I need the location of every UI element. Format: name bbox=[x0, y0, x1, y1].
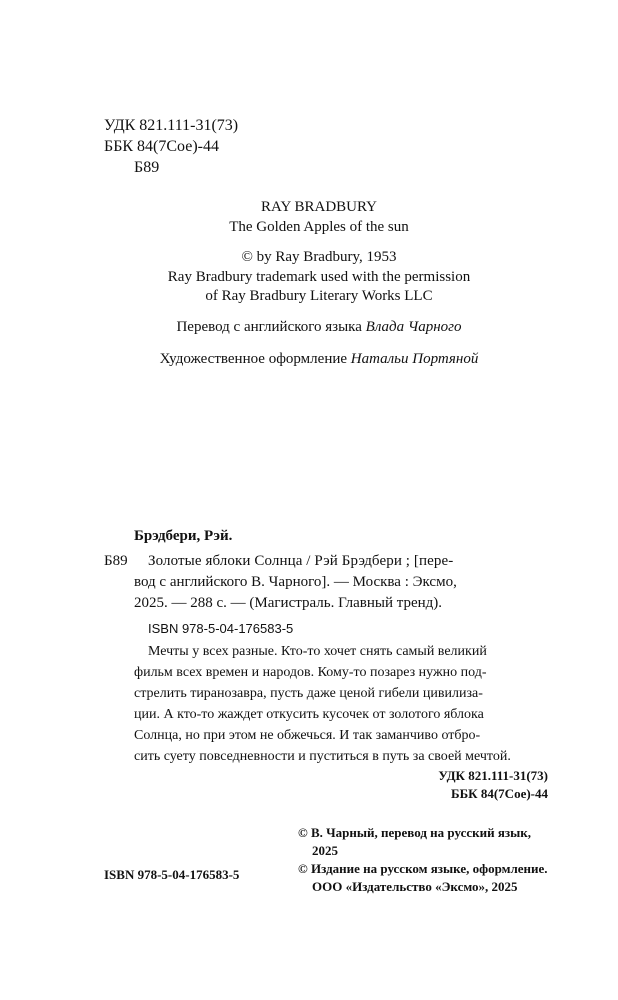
trademark-line-2: of Ray Bradbury Literary Works LLC bbox=[205, 288, 433, 304]
art-credit bbox=[104, 349, 534, 369]
annotation-line: стрелить тиранозавра, пусть даже ценой гибели цивилиза- bbox=[134, 686, 483, 701]
card-annotation bbox=[134, 641, 511, 767]
translation-credit bbox=[104, 317, 534, 337]
annotation-line: ции. А кто-то жаждет откусить кусочек от золотого яблока bbox=[134, 707, 484, 722]
annotation-line: сить суету повседневности и пуститься в путь за своей мечтой. bbox=[134, 749, 511, 764]
footer-publisher: ООО «Издательство «Эксмо», 2025 bbox=[312, 879, 518, 894]
original-copyright: © by Ray Bradbury, 1953 bbox=[241, 249, 397, 265]
translator-name: Влада Чарного bbox=[365, 319, 462, 335]
footer-copyright-edition: © Издание на русском языке, оформление. bbox=[298, 861, 548, 876]
card-title-line-1: Золотые яблоки Солнца / Рэй Брэдбери ; [пере- bbox=[148, 553, 454, 569]
bbk-code: ББК 84(7Сое)-44 bbox=[104, 138, 219, 155]
artist-name: Натальи Портяной bbox=[350, 351, 479, 367]
card-title-line-3: 2025. — 288 с. — (Магистраль. Главный тренд). bbox=[134, 595, 443, 611]
original-author: RAY BRADBURY bbox=[260, 199, 377, 215]
annotation-line: Мечты у всех разные. Кто-то хочет снять самый великий bbox=[148, 644, 487, 659]
udk-code: УДК 821.111-31(73) bbox=[104, 117, 239, 134]
card-mark: Б89 bbox=[104, 553, 128, 569]
footer-isbn: ISBN 978-5-04-176583-5 bbox=[104, 867, 240, 882]
art-label: Художественное оформление bbox=[159, 351, 348, 367]
translation-label: Перевод с английского языка bbox=[176, 319, 362, 335]
footer-copyright-translation-year: 2025 bbox=[312, 843, 338, 858]
card-title-line-2: вод с английского В. Чарного]. — Москва : Эксмо, bbox=[134, 574, 457, 590]
annotation-line: Солнца, но при этом не обжечься. И так заманчиво отбро- bbox=[134, 728, 481, 743]
annotation-line: фильм всех времен и народов. Кому-то позарез нужно под- bbox=[134, 665, 487, 680]
card-isbn: ISBN 978-5-04-176583-5 bbox=[148, 621, 294, 636]
original-title: The Golden Apples of the sun bbox=[229, 219, 409, 235]
card-udk: УДК 821.111-31(73) bbox=[438, 768, 548, 783]
card-author-heading: Брэдбери, Рэй. bbox=[134, 528, 233, 544]
trademark-line-1: Ray Bradbury trademark used with the permission bbox=[167, 269, 471, 285]
footer-copyright-translation: © В. Чарный, перевод на русский язык, bbox=[298, 825, 531, 840]
card-bbk: ББК 84(7Сое)-44 bbox=[450, 786, 548, 801]
author-mark: Б89 bbox=[134, 159, 160, 176]
